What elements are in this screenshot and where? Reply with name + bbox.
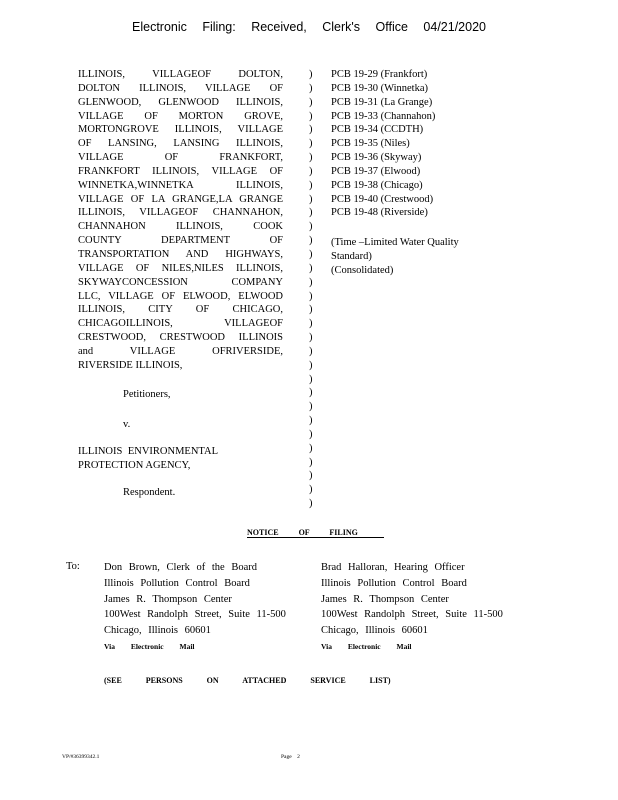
caption-paren: ) [309,235,313,247]
respondent-name-line: PROTECTION AGENCY, [78,459,191,471]
respondent-name-line: ILLINOIS ENVIRONMENTAL [78,446,218,457]
caption-paren: ) [309,401,313,413]
case-party: (CCDTH) [380,124,424,136]
case-number: PCB 19-33 [331,110,381,122]
case-party: (La Grange) [380,96,433,108]
party-line: VILLAGE OF NILES,NILES ILLINOIS, [78,262,283,274]
caption-paren: ) [309,373,313,385]
address-line: James R. Thompson Center [104,593,232,605]
case-number: PCB 19-37 [331,165,381,177]
case-number-row [331,206,435,220]
caption-paren: ) [309,110,313,122]
party-line: ILLINOIS, CITY OF CHICAGO, [78,304,283,316]
delivery-method: Via Electronic Mail [104,641,195,651]
case-number-row [331,68,435,82]
party-line: CHANNAHON ILLINOIS, COOK [78,221,283,233]
case-number-row [331,151,435,165]
address-line: Chicago, Illinois 60601 [104,625,211,637]
address-line: Illinois Pollution Control Board [321,577,467,589]
caption-paren: ) [309,96,313,108]
case-number-row [331,96,435,110]
case-note-line: Standard) [331,250,372,262]
caption-paren: ) [309,69,313,80]
case-party: (Frankfort) [380,69,428,80]
case-number: PCB 19-31 [331,96,381,108]
address-line: Don Brown, Clerk of the Board [104,562,257,573]
caption-paren: ) [309,387,313,399]
case-number: PCB 19-36 [331,152,381,164]
caption-paren: ) [309,415,313,427]
case-party: (Channahon) [380,110,436,122]
recipient-address-clerk [104,560,286,655]
caption-paren: ) [309,221,313,233]
caption-paren: ) [309,359,313,371]
case-party: (Crestwood) [380,193,434,205]
case-numbers-list [331,68,435,220]
party-line: SKYWAYCONCESSION COMPANY [78,276,283,288]
address-line: James R. Thompson Center [321,593,449,605]
party-line: TRANSPORTATION AND HIGHWAYS, [78,248,283,260]
case-number: PCB 19-40 [331,193,381,205]
petitioners-label: Petitioners, [123,389,171,400]
caption-paren: ) [309,332,313,344]
party-line: FRANKFORT ILLINOIS, VILLAGE OF [78,165,283,177]
party-line: CRESTWOOD, CRESTWOOD ILLINOIS [78,332,283,344]
to-label: To: [66,561,80,572]
case-notes [331,236,459,278]
party-line: WINNETKA,WINNETKA ILLINOIS, [78,179,283,191]
party-line: CHICAGOILLINOIS, VILLAGEOF [78,318,283,330]
caption-paren: ) [309,193,313,205]
caption-paren: ) [309,207,313,219]
caption-paren: ) [309,318,313,330]
caption-paren: ) [309,276,313,288]
party-line: VILLAGE OF LA GRANGE,LA GRANGE [78,193,283,205]
caption-paren: ) [309,82,313,94]
party-line: VILLAGE OF MORTON GROVE, [78,110,283,122]
filing-stamp-header: Electronic Filing: Received, Clerk's Office 04/21/2020 [132,20,486,34]
petitioners-parties [78,68,283,373]
respondent-name [78,445,218,473]
party-line: and VILLAGE OFRIVERSIDE, [78,345,283,357]
respondent-label: Respondent. [123,487,176,498]
party-line: OF LANSING, LANSING ILLINOIS, [78,138,283,150]
case-note-line: (Time –Limited Water Quality [331,237,459,248]
case-party: (Niles) [380,138,410,150]
case-number-row [331,193,435,207]
case-number: PCB 19-29 [331,69,381,80]
caption-paren: ) [309,262,313,274]
case-number: PCB 19-35 [331,138,381,150]
party-line: LLC, VILLAGE OF ELWOOD, ELWOOD [78,290,283,302]
party-line: GLENWOOD, GLENWOOD ILLINOIS, [78,96,283,108]
party-line: ILLINOIS, VILLAGEOF DOLTON, [78,69,283,80]
case-number-row [331,165,435,179]
party-line: MORTONGROVE ILLINOIS, VILLAGE [78,124,283,136]
caption-paren: ) [309,442,313,454]
party-line: VILLAGE OF FRANKFORT, [78,152,283,164]
address-line: Chicago, Illinois 60601 [321,625,428,637]
address-line: Illinois Pollution Control Board [104,577,250,589]
recipient-address-hearing-officer [321,560,503,655]
case-note-line: (Consolidated) [331,264,394,276]
case-number: PCB 19-30 [331,82,381,94]
case-number-row [331,110,435,124]
case-number-row [331,179,435,193]
versus-label: v. [123,419,131,430]
party-line: RIVERSIDE ILLINOIS, [78,359,183,371]
notice-of-filing-title: NOTICE OF FILING [247,528,384,538]
caption-paren: ) [309,428,313,440]
caption-paren: ) [309,304,313,316]
caption-paren: ) [309,470,313,482]
party-line: ILLINOIS, VILLAGEOF CHANNAHON, [78,207,283,219]
caption-paren: ) [309,138,313,150]
page-number: Page 2 [281,754,300,760]
caption-paren: ) [309,345,313,357]
caption-paren: ) [309,290,313,302]
caption-paren: ) [309,165,313,177]
case-number: PCB 19-38 [331,179,381,191]
caption-parentheses-column [309,68,313,511]
case-party: (Skyway) [380,152,422,164]
address-line: 100West Randolph Street, Suite 11-500 [321,609,503,621]
caption-paren: ) [309,456,313,468]
caption-paren: ) [309,152,313,164]
case-number-row [331,82,435,96]
case-party: (Riverside) [380,207,428,219]
caption-paren: ) [309,124,313,136]
caption-paren: ) [309,498,313,510]
address-line: Brad Halloran, Hearing Officer [321,562,465,573]
case-party: (Chicago) [380,179,423,191]
address-line: 100West Randolph Street, Suite 11-500 [104,609,286,621]
case-party: (Winnetka) [380,82,428,94]
service-list-note: (SEE PERSONS ON ATTACHED SERVICE LIST) [104,676,391,685]
case-number: PCB 19-48 [331,207,381,219]
caption-paren: ) [309,179,313,191]
case-number: PCB 19-34 [331,124,381,136]
delivery-method: Via Electronic Mail [321,641,412,651]
document-id: VP/#36399342.1 [62,754,100,760]
caption-paren: ) [309,484,313,496]
case-party: (Elwood) [380,165,421,177]
case-number-row [331,137,435,151]
party-line: DOLTON ILLINOIS, VILLAGE OF [78,82,283,94]
case-number-row [331,123,435,137]
party-line: COUNTY DEPARTMENT OF [78,235,283,247]
caption-paren: ) [309,248,313,260]
